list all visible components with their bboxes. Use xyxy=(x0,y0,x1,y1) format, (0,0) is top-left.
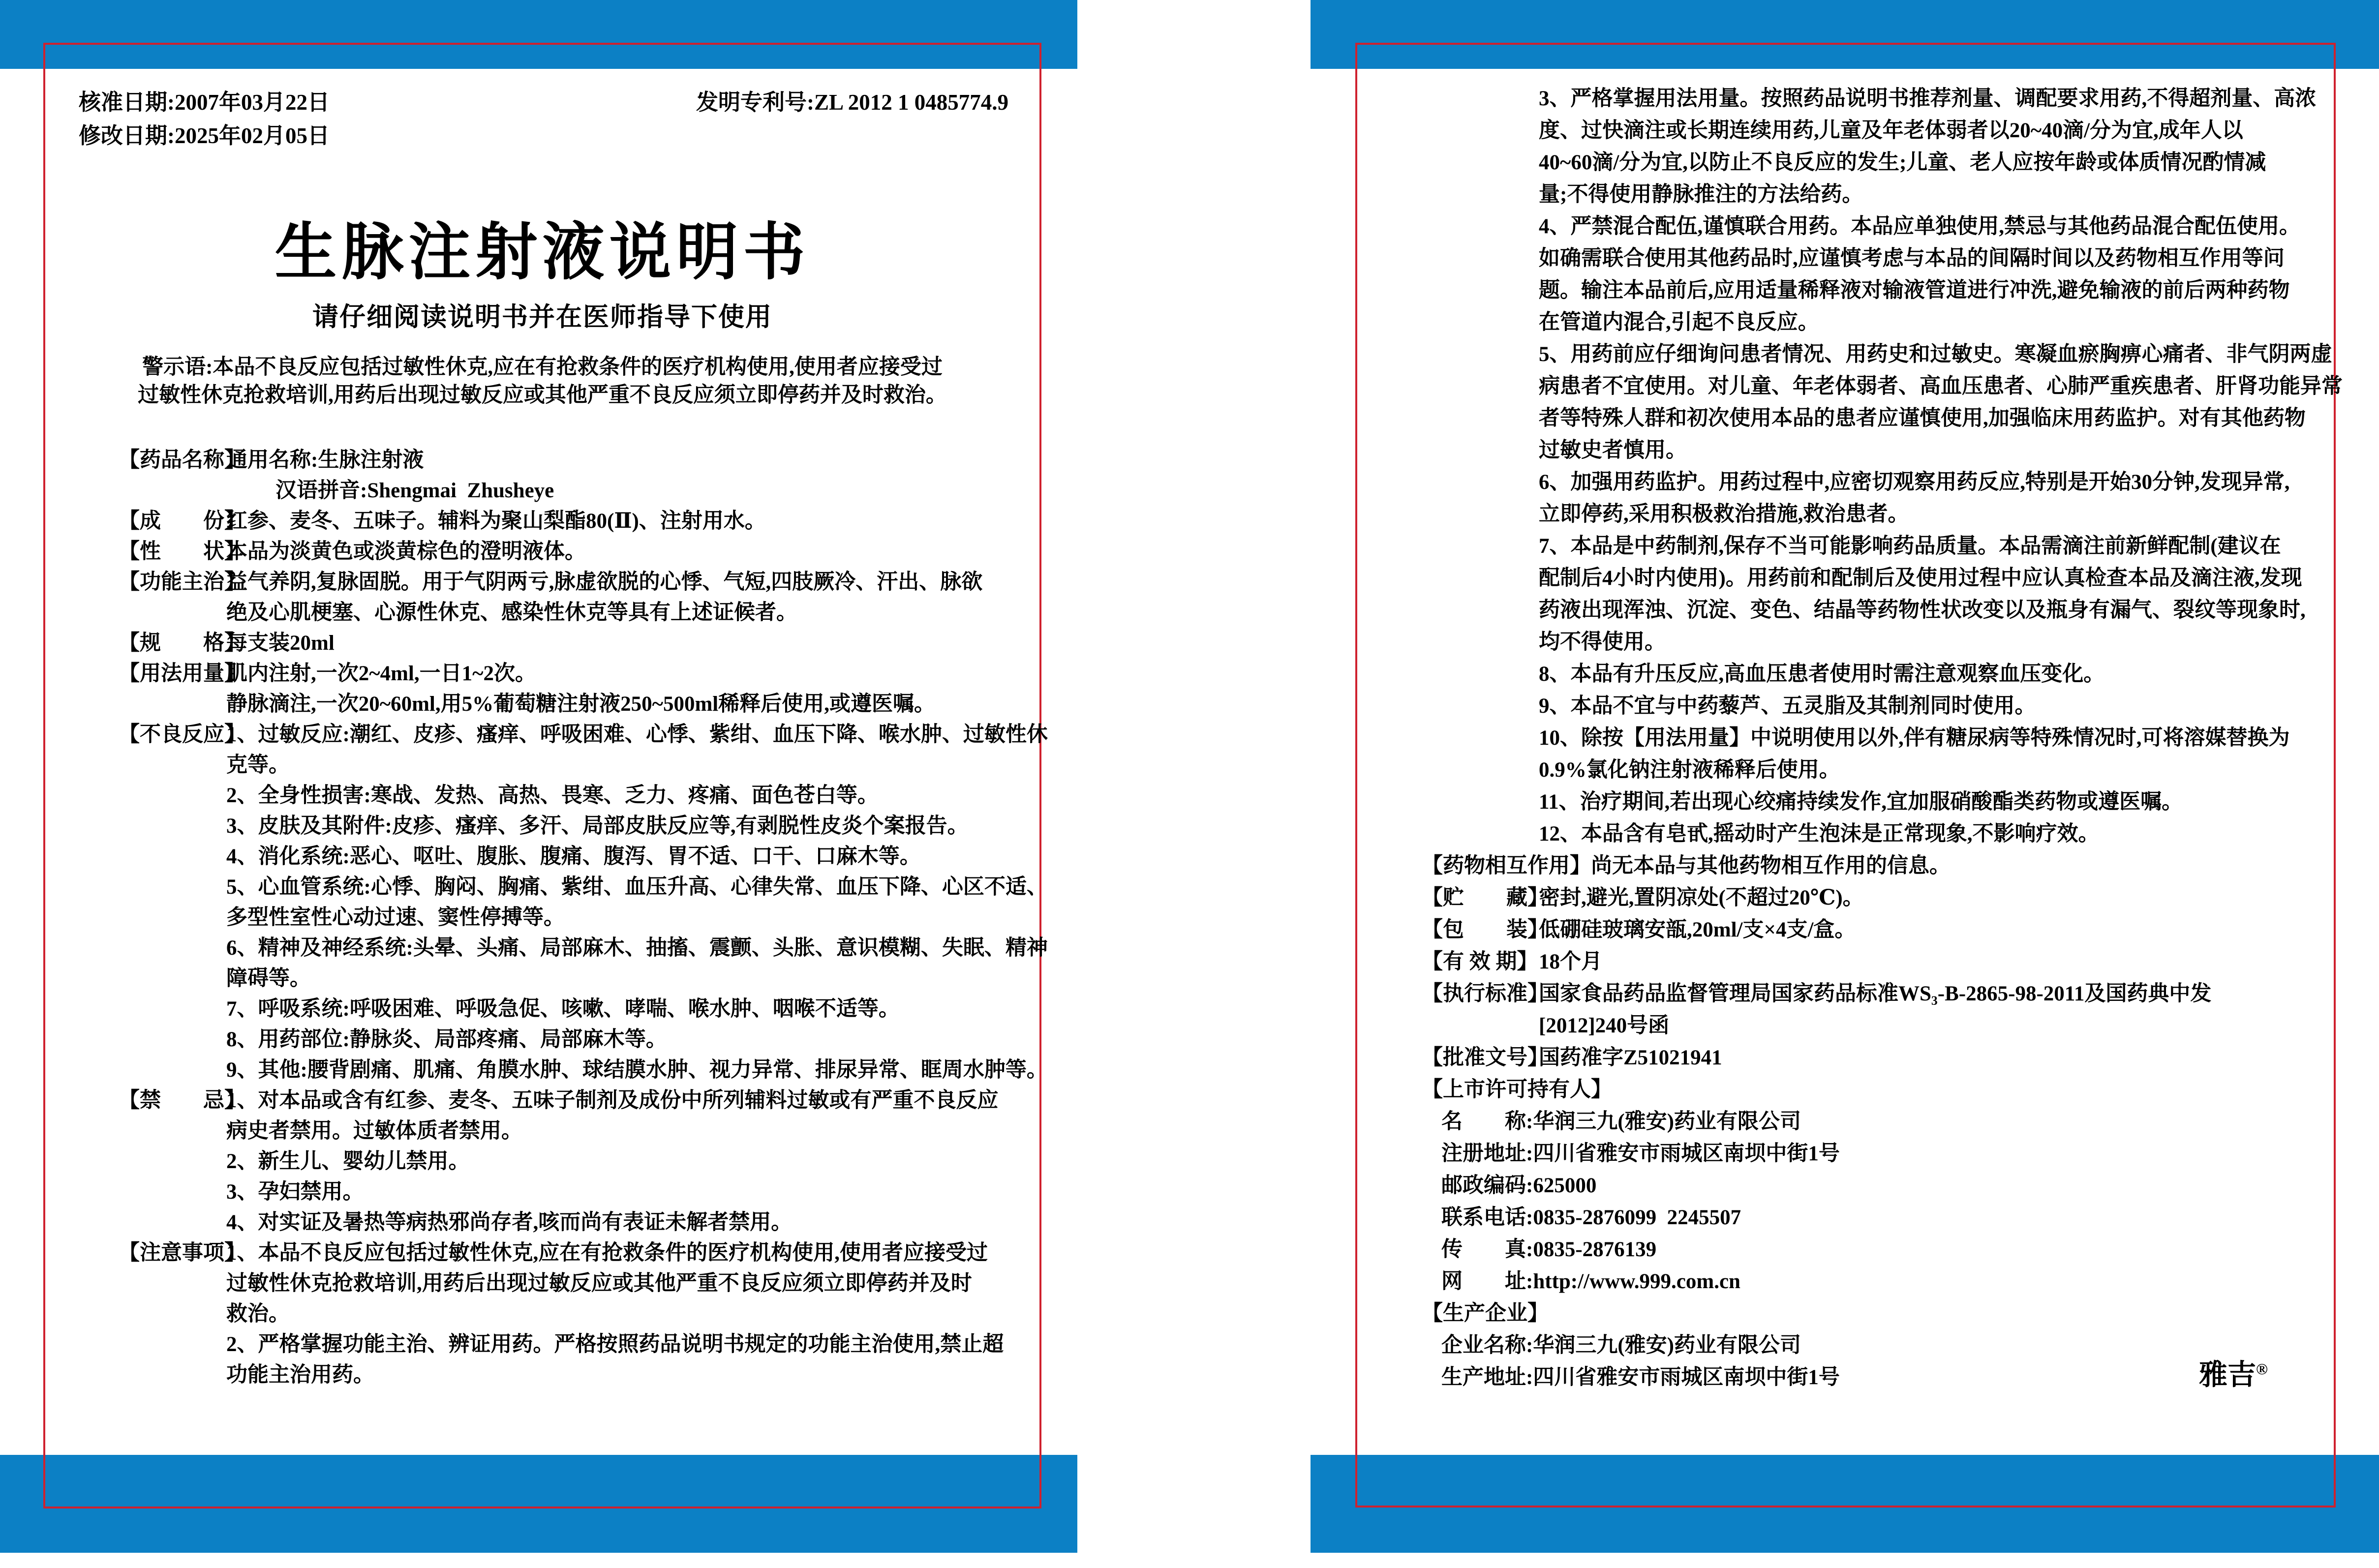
text-line xyxy=(0,274,2379,306)
line-text: 4、严禁混合配伍,谨慎联合用药。本品应单独使用,禁忌与其他药品混合配伍使用。 xyxy=(1539,215,2300,238)
text-line xyxy=(0,306,2379,338)
text-line xyxy=(0,179,2379,211)
text-line xyxy=(0,1329,2379,1361)
text-line xyxy=(0,882,2379,914)
line-text: 2、新生儿、婴幼儿禁用。 xyxy=(226,1150,470,1173)
text-line xyxy=(0,466,2379,498)
warning-statement-line-1: 警示语:本品不良反应包括过敏性休克,应在有抢救条件的医疗机构使用,使用者应接受过 xyxy=(142,356,943,379)
section-label: 【执行标准】 xyxy=(1422,982,1549,1005)
text-line xyxy=(0,434,2379,466)
text-line xyxy=(0,211,2379,242)
line-text: 【药物相互作用】尚无本品与其他药物相互作用的信息。 xyxy=(1422,854,1951,877)
text-line xyxy=(0,722,2379,754)
text-line xyxy=(0,1170,2379,1202)
line-text: 肌内注射,一次2~4ml,一日1~2次。 xyxy=(226,662,536,685)
text-line xyxy=(0,1138,2379,1170)
line-text: 3、严格掌握用法用量。按照药品说明书推荐剂量、调配要求用药,不得超剂量、高浓 xyxy=(1539,87,2317,110)
text-line xyxy=(0,978,2379,1010)
text-line xyxy=(0,530,2379,562)
line-text: 低硼硅玻璃安瓿,20ml/支×4支/盒。 xyxy=(1539,918,1856,941)
text-line xyxy=(0,370,2379,402)
line-text: 国药准字Z51021941 xyxy=(1539,1046,1722,1069)
text-line xyxy=(0,242,2379,274)
section-label: 【包 装】 xyxy=(1422,918,1549,941)
registered-mark: ® xyxy=(2256,1360,2268,1378)
line-text: 4、对实证及暑热等病热邪尚存者,咳而尚有表证未解者禁用。 xyxy=(226,1211,793,1234)
line-text: 度、过快滴注或长期连续用药,儿童及年老体弱者以20~40滴/分为宜,成年人以 xyxy=(1539,119,2243,142)
line-text: 6、精神及神经系统:头晕、头痛、局部麻木、抽搐、震颤、头胀、意识模糊、失眠、精神 xyxy=(226,936,1048,960)
text-line xyxy=(0,1297,2379,1329)
line-text: 国家食品药品监督管理局国家药品标准WS₃-B-2865-98-2011及国药典中发 xyxy=(1539,982,2212,1005)
line-text: 3、孕妇禁用。 xyxy=(226,1180,364,1204)
line-text: 过敏性休克抢救培训,用药后出现过敏反应或其他严重不良反应须立即停药并及时 xyxy=(226,1272,972,1295)
section-label: 【注意事项】 xyxy=(119,1241,245,1265)
line-text: 均不得使用。 xyxy=(1539,631,1666,654)
line-text: 18个月 xyxy=(1539,950,1602,973)
line-text: 每支装20ml xyxy=(226,632,335,655)
line-text: 题。输注本品前后,应用适量稀释液对输液管道进行冲洗,避免输液的前后两种药物 xyxy=(1539,279,2290,302)
text-line xyxy=(0,1074,2379,1106)
section-label: 【用法用量】 xyxy=(119,662,245,685)
line-text: 注册地址:四川省雅安市雨城区南坝中街1号 xyxy=(1441,1142,1840,1165)
line-text: 密封,避光,置阴凉处(不超过20℃)。 xyxy=(1539,886,1864,909)
line-text: 9、其他:腰背剧痛、肌痛、角膜水肿、球结膜水肿、视力异常、排尿异常、眶周水肿等。 xyxy=(226,1058,1048,1082)
line-text: 9、本品不宜与中药藜芦、五灵脂及其制剂同时使用。 xyxy=(1539,694,2036,718)
line-text: 6、加强用药监护。用药过程中,应密切观察用药反应,特别是开始30分钟,发现异常, xyxy=(1539,471,2290,494)
line-text: 5、用药前应仔细询问患者情况、用药史和过敏史。寒凝血瘀胸痹心痛者、非气阴两虚 xyxy=(1539,343,2332,366)
text-line xyxy=(0,147,2379,179)
line-text: 多型性室性心动过速、窦性停搏等。 xyxy=(226,906,565,929)
text-line xyxy=(0,658,2379,690)
line-text: 病患者不宜使用。对儿童、年老体弱者、高血压患者、心肺严重疾患者、肝肾功能异常 xyxy=(1539,375,2343,398)
text-line xyxy=(0,946,2379,978)
line-text: 8、用药部位:静脉炎、局部疼痛、局部麻木等。 xyxy=(226,1028,667,1051)
line-text: 者等特殊人群和初次使用本品的患者应谨慎使用,加强临床用药监护。对有其他药物 xyxy=(1539,407,2306,430)
line-text: 益气养阴,复脉固脱。用于气阴两亏,脉虚欲脱的心悸、气短,四肢厥冷、汗出、脉欲 xyxy=(226,571,983,594)
text-line xyxy=(0,754,2379,786)
line-text: 红参、麦冬、五味子。辅料为聚山梨酯80(Ⅱ)、注射用水。 xyxy=(226,510,766,533)
text-line xyxy=(0,1106,2379,1138)
line-text: 传 真:0835-2876139 xyxy=(1441,1238,1657,1261)
section-label: 【药品名称】 xyxy=(119,449,245,472)
section-label: 【功能主治】 xyxy=(119,571,245,594)
line-text: 2、全身性损害:寒战、发热、高热、畏寒、乏力、疼痛、面色苍白等。 xyxy=(226,784,879,807)
line-text: 1、本品不良反应包括过敏性休克,应在有抢救条件的医疗机构使用,使用者应接受过 xyxy=(226,1241,988,1265)
section-label: 【性 状】 xyxy=(119,540,245,563)
line-text: 汉语拼音:Shengmai Zhusheye xyxy=(275,479,554,502)
section-label: 【禁 忌】 xyxy=(119,1089,245,1112)
text-line xyxy=(0,402,2379,434)
line-text: 联系电话:0835-2876099 2245507 xyxy=(1441,1206,1741,1229)
yaji-trademark: 雅吉® xyxy=(2199,1358,2268,1391)
line-text: 网 址:http://www.999.com.cn xyxy=(1441,1270,1740,1293)
line-text: 量;不得使用静脉推注的方法给药。 xyxy=(1539,183,1863,206)
line-text: 4、消化系统:恶心、呕吐、腹胀、腹痛、腹泻、胃不适、口干、口麻木等。 xyxy=(226,845,921,868)
line-text: 邮政编码:625000 xyxy=(1441,1174,1597,1197)
line-text: 7、本品是中药制剂,保存不当可能影响药品质量。本品需滴注前新鲜配制(建议在 xyxy=(1539,535,2281,558)
line-text: 通用名称:生脉注射液 xyxy=(226,449,424,472)
line-text: 11、治疗期间,若出现心绞痛持续发作,宜加服硝酸酯类药物或遵医嘱。 xyxy=(1539,790,2183,814)
line-text: 在管道内混合,引起不良反应。 xyxy=(1539,311,1819,334)
text-line xyxy=(0,786,2379,818)
line-text: 【上市许可持有人】 xyxy=(1422,1078,1612,1101)
line-text: 绝及心肌梗塞、心源性休克、感染性休克等具有上述证候者。 xyxy=(226,601,797,624)
line-text: 过敏史者慎用。 xyxy=(1539,439,1687,462)
line-text: 配制后4小时内使用)。用药前和配制后及使用过程中应认真检查本品及滴注液,发现 xyxy=(1539,567,2302,590)
line-text: 救治。 xyxy=(226,1302,290,1326)
section-label: 【贮 藏】 xyxy=(1422,886,1549,909)
line-text: [2012]240号函 xyxy=(1539,1014,1670,1037)
warning-statement-line-2: 过敏性休克抢救培训,用药后出现过敏反应或其他严重不良反应须立即停药并及时救治。 xyxy=(138,384,947,407)
text-line xyxy=(0,562,2379,594)
page-title: 生脉注射液说明书 xyxy=(274,219,810,287)
line-text: 7、呼吸系统:呼吸困难、呼吸急促、咳嗽、哮喘、喉水肿、咽喉不适等。 xyxy=(226,997,900,1021)
line-text: 1、过敏反应:潮红、皮疹、瘙痒、呼吸困难、心悸、紫绀、血压下降、喉水肿、过敏性休 xyxy=(226,723,1048,746)
revision-date: 修改日期:2025年02月05日 xyxy=(79,123,330,148)
text-line xyxy=(0,83,2379,115)
line-text: 如确需联合使用其他药品时,应谨慎考虑与本品的间隔时间以及药物相互作用等问 xyxy=(1539,247,2285,270)
line-text: 企业名称:华润三九(雅安)药业有限公司 xyxy=(1441,1334,1801,1357)
line-text: 【生产企业】 xyxy=(1422,1302,1549,1325)
line-text: 40~60滴/分为宜,以防止不良反应的发生;儿童、老人应按年龄或体质情况酌情减 xyxy=(1539,151,2266,174)
line-text: 克等。 xyxy=(226,754,290,777)
section-label: 【不良反应】 xyxy=(119,723,245,746)
line-text: 8、本品有升压反应,高血压患者使用时需注意观察血压变化。 xyxy=(1539,663,2105,686)
text-line xyxy=(0,690,2379,722)
text-line xyxy=(0,1042,2379,1074)
text-line xyxy=(0,1202,2379,1234)
line-text: 立即停药,采用积极救治措施,救治患者。 xyxy=(1539,503,1909,526)
line-text: 药液出现浑浊、沉淀、变色、结晶等药物性状改变以及瓶身有漏气、裂纹等现象时, xyxy=(1539,599,2306,622)
text-line xyxy=(0,914,2379,946)
line-text: 1、对本品或含有红参、麦冬、五味子制剂及成份中所列辅料过敏或有严重不良反应 xyxy=(226,1089,999,1112)
section-label: 【批准文号】 xyxy=(1422,1046,1549,1069)
text-line xyxy=(0,498,2379,530)
text-line xyxy=(0,1361,2379,1393)
line-text: 生产地址:四川省雅安市雨城区南坝中街1号 xyxy=(1441,1366,1840,1389)
line-text: 病史者禁用。过敏体质者禁用。 xyxy=(226,1119,522,1143)
line-text: 0.9%氯化钠注射液稀释后使用。 xyxy=(1539,758,1840,782)
text-line xyxy=(0,626,2379,658)
text-line xyxy=(0,850,2379,882)
approval-date: 核准日期:2007年03月22日 xyxy=(79,90,330,115)
section-label: 【规 格】 xyxy=(119,632,245,655)
line-text: 名 称:华润三九(雅安)药业有限公司 xyxy=(1441,1110,1801,1133)
text-line xyxy=(0,1234,2379,1266)
text-line xyxy=(0,594,2379,626)
text-line xyxy=(0,818,2379,850)
line-text: 功能主治用药。 xyxy=(226,1363,374,1387)
line-text: 3、皮肤及其附件:皮疹、瘙痒、多汗、局部皮肤反应等,有剥脱性皮炎个案报告。 xyxy=(226,814,969,838)
line-text: 障碍等。 xyxy=(226,967,311,990)
line-text: 5、心血管系统:心悸、胸闷、胸痛、紫绀、血压升高、心律失常、血压下降、心区不适、 xyxy=(226,875,1048,899)
section-label: 【有 效 期】 xyxy=(1422,950,1538,973)
line-text: 12、本品含有皂甙,摇动时产生泡沫是正常现象,不影响疗效。 xyxy=(1539,822,2100,845)
text-line xyxy=(0,1010,2379,1042)
text-line xyxy=(0,1266,2379,1297)
patent-number: 发明专利号:ZL 2012 1 0485774.9 xyxy=(696,90,1008,115)
line-text: 静脉滴注,一次20~60ml,用5%葡萄糖注射液250~500ml稀释后使用,或遵医嘱。 xyxy=(226,693,936,716)
page-subtitle: 请仔细阅读说明书并在医师指导下使用 xyxy=(312,303,772,332)
text-line xyxy=(0,115,2379,147)
line-text: 2、严格掌握功能主治、辨证用药。严格按照药品说明书规定的功能主治使用,禁止超 xyxy=(226,1333,1004,1356)
section-label: 【成 份】 xyxy=(119,510,245,533)
line-text: 10、除按【用法用量】中说明使用以外,伴有糖尿病等特殊情况时,可将溶媒替换为 xyxy=(1539,726,2290,750)
text-line xyxy=(0,338,2379,370)
line-text: 本品为淡黄色或淡黄棕色的澄明液体。 xyxy=(226,540,586,563)
